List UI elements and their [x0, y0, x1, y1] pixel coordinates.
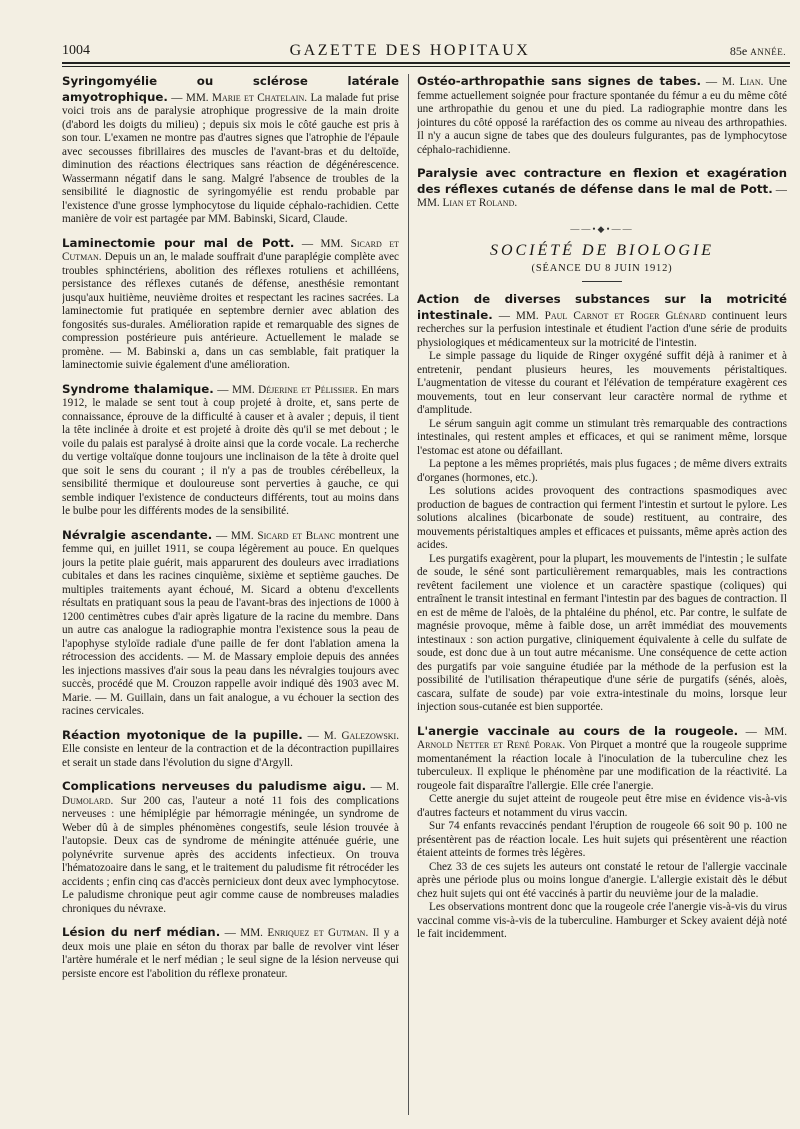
right-column — [417, 74, 787, 1117]
article: Lésion du nerf médian. — MM. Enriquez et Gutman. Il y a deux mois une plaie en séton du thorax par balle de revolver vint léser l'artère humérale et le nerf médian ; le seul signe de la lésion nerveuse qui persiste encore est l'abolition du réflexe pronateur. — [62, 925, 399, 980]
article-authors: M. Galezowski. — [323, 729, 399, 742]
article-paragraph: Von Pirquet a montré que la rougeole supprime momentanément la réaction locale à l'inoculation de la tuberculine chez les tuberculeux. Il explique le phénomène par une modification de la réactivité. La rougeole fait disparaître l'allergie. Elle crée l'anergie. — [417, 739, 787, 792]
article-title: Lésion du nerf médian. — [62, 925, 221, 939]
article-paragraph: Les observations montrent donc que la rougeole crée l'anergie vis-à-vis du virus vaccinal comme vis-à-vis de la tuberculine. Hamburger et Sckey avaient déjà noté le fait incidemment. — [417, 901, 787, 940]
article: L'anergie vaccinale au cours de la rougeole. — MM. Arnold Netter et René Porak. Von Pirquet a montré que la rougeole supprime momentanément la réaction locale à l'inoculation de la tuberculine chez les tuberculeux. Il explique le phénomène par une modification de la réactivité. La rougeole fait disparaître l'allergie. Elle crée l'anergie. Cette anergie du sujet atteint de rougeole peut être mise en évidence vis-à-vis d'autres facteurs et notamment du virus vaccin. Sur 74 enfants revaccinés pendant l'éruption de rougeole 66 soit 90 p. 100 ne présentèrent pas de réaction locale. Les huit sujets qui présentèrent une réaction étaient atteints de formes très légères. Chez 33 de ces sujets les auteurs ont constaté le retour de l'allergie vaccinale après une période plus ou moins longue d'anergie. L'allergie existait dès le début chez huit sujets qui ont été vaccinés à partir du neuvième jour de la maladie. Les observations montrent donc que la rougeole crée l'anergie vis-à-vis du virus vaccinal comme vis-à-vis de la tuberculine. Hamburger et Sckey avaient déjà noté le fait incidemment. — [417, 723, 787, 940]
article: Action de diverses substances sur la motricité intestinale. — MM. Paul Carnot et Roger Glénard continuent leurs recherches sur la perfusion intestinale et étudient l'action d'une série de produits physiologiques et médicamenteux sur la motricité de l'intestin. Le simple passage du liquide de Ringer oxygéné suffit déjà à ranimer et à entretenir, pendant plusieurs heures, les mouvements péristaltiques. L'augmentation de vitesse du courant et l'élévation de température exagèrent ces mouvements, tout en leur conservant leur caractère normal de rythme et d'amplitude. Le sérum sanguin agit comme un stimulant très remarquable des contractions intestinales, qui restent amples et efficaces, et qui se raniment même, lorsque l'estomac est atone ou défaillant. La peptone a les mêmes propriétés, mais plus fugaces ; de même divers extraits d'organes (hormones, etc.). Les solutions acides provoquent des contractions spasmodiques avec production de bagues de contraction qui ferment l'intestin et surtout le pylore. Les solutions alcalines (bicarbonate de soude) restituent, au contraire, des mouvements péristaltiques amples et efficaces et puissants, même après action des acides. Les purgatifs exagèrent, pour la plupart, les mouvements de l'intestin ; le sulfate de soude, le séné sont particulièrement remarquables, mais les contractions revêtent facilement une violence et un caractère spastique (coliques) qui entraînent le transit intestinal en fermant l'intestin par des bagues de contraction. Il en est de même de l'aloès, de la phtaléine du phénol, etc. Par contre, le sulfate de magnésie provoque, même à faible dose, un arrêt immédiat des mouvements intestinaux : son action purgative, cliniquement équivalente à celle du sulfate de soude, est donc due à un tout autre mécanisme. Une conséquence de cette action des purgatifs par voie sanguine étudiée par la méthode de la perfusion est la possibilité de l'utilisation thérapeutique d'une série de purgatifs (sénés, aloès, cascara, sulfate de soude) par voie extra-intestinale du moins, lorsque leur injection sous-cutanée est bien supportée. — [417, 292, 787, 713]
article-paragraph: Le sérum sanguin agit comme un stimulant très remarquable des contractions intestinales, qui restent amples et efficaces, et qui se raniment même, lorsque l'estomac est atone ou défaillant. — [417, 417, 787, 457]
article-paragraph: Chez 33 de ces sujets les auteurs ont constaté le retour de l'allergie vaccinale après une période plus ou moins longue d'anergie. L'allergie existait dès le début chez huit sujets qui ont été vaccinés à partir du neuvième jour de la maladie. — [417, 860, 787, 900]
article-authors: MM. Déjerine et Pélissier. — [231, 383, 358, 396]
article-body: Depuis un an, le malade souffrait d'une paraplégie complète avec troubles sphinctériens, abolition des réflexes rotuliens et achilléens, persistance des réflexes cutanés de défense, anesthésie remontant jusqu'aux huitième, neuvième droites et respectant les racines sacrées. La laminectomie fut pratiquée en septembre dernier avec ablation des fongosités sus-durales. Amélioration rapide et remarquable des signes de compression postérieure puis antérieure. Actuellement le malade se promène. — M. Babinski a, dans un cas semblable, fait pratiquer la laminectomie suivie également d'une amélioration. — [62, 251, 399, 371]
article-paragraph: Cette anergie du sujet atteint de rougeole peut être mise en évidence vis-à-vis d'autres facteurs et notamment du virus vaccin. — [417, 793, 787, 819]
article-body: En mars 1912, le malade se sent tout à coup projeté à droite, et, sans perte de connaissance, éprouve de la difficulté à causer et à avaler ; depuis, il tient la tête inclinée à droite et est projeté à droite dès qu'il se met debout ; le voile du palais est paralysé à droite ainsi que la corde vocale. La recherche du vertige voltaïque donne toujours une inclinaison de la tête à droite quel que soit le sens du courant ; il n'y a pas de troubles cérébelleux, la sensibilité thermique et douloureuse sont perverties à gauche, ce qui semble indiquer l'existence de conducteurs différents, tout au moins dans le bulbe pour les différents modes de la sensibilité. — [62, 383, 399, 517]
article-paragraph: La peptone a les mêmes propriétés, mais plus fugaces ; de même divers extraits d'organes (hormones, etc.). — [417, 458, 787, 484]
article-authors: MM. Enriquez et Gutman. — [240, 927, 369, 939]
article-authors: MM. Lian et Roland. — [417, 197, 518, 209]
page-header — [62, 38, 786, 64]
year-label — [730, 44, 786, 59]
article-title: Complications nerveuses du paludisme aigu. — [62, 779, 367, 793]
article-body: Il y a deux mois une plaie en séton du thorax par balle de revolver vint léser l'artère humérale et le nerf médian ; le seul signe de la lésion nerveuse qui persiste encore est l'abolition du réflexe pronateur. — [62, 927, 399, 980]
year-word: ANNÉE. — [750, 46, 786, 57]
article-authors: MM. Sicard et Blanc — [230, 529, 335, 542]
article: Laminectomie pour mal de Pott. — MM. Sicard et Cutman. Depuis un an, le malade souffrait d'une paraplégie complète avec troubles sphinctériens, abolition des réflexes rotuliens et achilléens, persistance des réflexes cutanés de défense, anesthésie remontant jusqu'aux huitième, neuvième droites et respectant les racines sacrées. La laminectomie fut pratiquée en septembre dernier avec ablation des fongosités sus-durales. Amélioration rapide et remarquable des signes de compression postérieure puis antérieure. Actuellement le malade se promène. — M. Babinski a, dans un cas semblable, fait pratiquer la laminectomie suivie également d'une amélioration. — [62, 235, 399, 371]
article-authors: M. Dumolard. — [62, 781, 399, 807]
article-title: Laminectomie pour mal de Pott. — [62, 235, 295, 250]
society-title: SOCIÉTÉ DE BIOLOGIE — [489, 242, 715, 259]
year-number: 85e — [729, 43, 748, 58]
article-body: montrent une femme qui, en juillet 1911, se coupa légèrement au pouce. En quelques jours la petite plaie guérit, mais apparurent des douleurs avec irradiations cubitales et dans les racines cinquième, sixième et septième gauches. De multiples traitements ayant échoué, M. Sicard a obtenu d'excellents résultats en pratiquant sous la peau de l'avant-bras des injections de 1000 à 1200 centimètres cubes d'air après ligature de la racine du membre. Dans un autre cas analogue la radiographie montra l'existence sous la peau de l'apophyse styloïde radiale d'une paille de fer dont l'ablation amena la rétrocession des accidents. — M. de Massary emploie depuis des années les injections massives d'air sous la peau dans les névralgies toujours avec succès, procédé que M. Crouzon rappelle avoir indiqué dès 1903 avec M. Marie. — M. Guillain, dans un fait analogue, a vu échouer la section des racines cervicales. — [62, 529, 399, 717]
journal-title: GAZETTE DES HOPITAUX — [289, 42, 531, 59]
article-authors: M. Lian. — [722, 76, 764, 88]
article-title: Syringomyélie ou sclérose latérale amyotrophique. — [62, 74, 399, 104]
article-authors: MM. Sicard et Cutman. — [62, 237, 399, 263]
ornament-divider: ——•◆•—— — [570, 223, 634, 234]
header-rule-thick — [62, 62, 790, 64]
article-paragraph: Les purgatifs exagèrent, pour la plupart, les mouvements de l'intestin ; le sulfate de soude, le séné sont particulièrement remarquables, mais les contractions revêtent facilement une violence et un caractère spastique (coliques) qui entraînent le transit intestinal en fermant l'intestin par des bagues de contraction. Il en est de même de l'aloès, de la phtaléine du phénol, etc. Par contre, le sulfate de magnésie provoque, même à faible dose, un arrêt immédiat des mouvements intestinaux : son action purgative, cliniquement équivalente à celle du sulfate de soude, est donc due à un tout autre mécanisme. Une conséquence de cette action des purgatifs par voie sanguine étudiée par la méthode de la perfusion est la possibilité de l'utilisation thérapeutique d'une série de purgatifs (sénés, aloès, cascara, sulfate de soude) par voie extra-intestinale du moins, lorsque leur injection sous-cutanée est bien supportée. — [417, 552, 787, 713]
article-body: La malade fut prise voici trois ans de paralysie atrophique progressive de la main droite (d'abord les doigts du milieu) ; depuis six mois le côté gauche est pris à son tour. L'examen ne montre pas d'autres signes que l'atrophie de l'épaule avec secousses fibrillaires des muscles de l'avant-bras et du deltoïde, diminution des réactions électriques sans réaction de dégénérescence. Wassermann négatif dans le sang. Malgré l'absence de troubles de la sensibilité le diagnostic de syringomyélie est rendu probable par l'existence d'une grosse lymphocytose du liquide céphalo-rachidien. Cette manière de voir est partagée par MM. Babinski, Sicard, Claude. — [62, 91, 399, 225]
article-authors: MM. Arnold Netter et René Porak. — [417, 725, 787, 751]
article-title: Paralysie avec contracture en flexion et exagération des réflexes cutanés de défense dans le mal de Pott. — [417, 166, 787, 196]
article-title: L'anergie vaccinale au cours de la rougeole. — [417, 723, 739, 738]
article-title: Névralgie ascendante. — [62, 527, 213, 542]
article: Réaction myotonique de la pupille. — M. Galezowski. Elle consiste en lenteur de la contraction et de la décontraction pupillaires et serait un stade dans l'évolution du signe d'Argyll. — [62, 727, 399, 769]
article-paragraph: Sur 74 enfants revaccinés pendant l'éruption de rougeole 66 soit 90 p. 100 ne présentèrent pas de réaction locale. Les huit sujets qui présentèrent une réaction étaient atteints de formes très légères. — [417, 820, 787, 859]
article-authors: MM. Marie et Chatelain. — [185, 91, 308, 104]
article-body: Sur 200 cas, l'auteur a noté 11 fois des complications nerveuses : une hémiplégie par hémorragie méningée, un syndrome de Weber dû à de simples phénomènes congestifs, seule lésion trouvée à l'autopsie. Deux cas de syndrome de méningite atténuée guérie, une polynévrite survenue après des accidents infectieux. On trouva l'hématozoaire dans le sang, et le traitement du paludisme fit rétrocéder les accidents ; enfin cinq cas d'accès pernicieux dont deux avec lymphocytose. Le paludisme chronique peut agir comme cause de nombreuses maladies chroniques du névraxe. — [62, 794, 399, 915]
article-paragraph: Les solutions acides provoquent des contractions spasmodiques avec production de bagues de contraction qui ferment l'intestin et surtout le pylore. Les solutions alcalines (bicarbonate de soude) restituent, au contraire, des mouvements péristaltiques amples et efficaces et puissants, même après action des acides. — [417, 485, 787, 551]
society-section-header — [417, 223, 787, 283]
article: Syringomyélie ou sclérose latérale amyotrophique. — MM. Marie et Chatelain. La malade fut prise voici trois ans de paralysie atrophique progressive de la main droite (d'abord les doigts du milieu) ; depuis six mois le côté gauche est pris à son tour. L'examen ne montre pas d'autres signes que l'atrophie de l'épaule avec secousses fibrillaires des muscles de l'avant-bras et du deltoïde, diminution des réactions électriques sans réaction de dégénérescence. Wassermann négatif dans le sang. Malgré l'absence de troubles de la sensibilité le diagnostic de syringomyélie est rendu probable par l'existence d'une grosse lymphocytose du liquide céphalo-rachidien. Cette manière de voir est partagée par MM. Babinski, Sicard, Claude. — [62, 74, 399, 225]
article: Ostéo-arthropathie sans signes de tabes. — M. Lian. Une femme actuellement soignée pour fracture spontanée du fémur a eu du même côté une arthropathie du genou et une du pied. La radiographie montre dans les jointures du côté opposé la raréfaction des os comme au niveau des arthropathies. Il n'y a aucun signe de tabes que des douleurs fulgurantes, pas de lymphocytose céphalo-rachidienne. — [417, 74, 787, 156]
article: Complications nerveuses du paludisme aigu. — M. Dumolard. Sur 200 cas, l'auteur a noté 11 fois des complications nerveuses : une hémiplégie par hémorragie méningée, un syndrome de Weber dû à de simples phénomènes congestifs, seule lésion trouvée à l'autopsie. Deux cas de syndrome de méningite atténuée guérie, une polynévrite survenue après des accidents infectieux. On trouva l'hématozoaire dans le sang, et le traitement du paludisme fit rétrocéder les accidents ; enfin cinq cas d'accès pernicieux dont deux avec lymphocytose. Le paludisme chronique peut agir comme cause de nombreuses maladies chroniques du névraxe. — [62, 779, 399, 915]
header-rule-thin — [62, 66, 790, 67]
article-title: Ostéo-arthropathie sans signes de tabes. — [417, 74, 702, 88]
article: Névralgie ascendante. — MM. Sicard et Blanc montrent une femme qui, en juillet 1911, se coupa légèrement au pouce. En quelques jours la petite plaie guérit, mais apparurent des douleurs avec irradiations cubitales et dans les racines cinquième, sixième et septième gauches. De multiples traitements ayant échoué, M. Sicard a obtenu d'excellents résultats en pratiquant sous la peau de l'avant-bras des injections de 1000 à 1200 centimètres cubes d'air après ligature de la racine du membre. Dans un autre cas analogue la radiographie montra l'existence sous la peau de l'apophyse styloïde radiale d'une paille de fer dont l'ablation amena la rétrocession des accidents. — M. de Massary emploie depuis des années les injections massives d'air sous la peau dans les névralgies toujours avec succès, procédé que M. Crouzon rappelle avoir indiqué dès 1903 avec M. Marie. — M. Guillain, dans un fait analogue, a vu échouer la section des racines cervicales. — [62, 527, 399, 717]
article-paragraph: Le simple passage du liquide de Ringer oxygéné suffit déjà à ranimer et à entretenir, pendant plusieurs heures, les mouvements péristaltiques. L'augmentation de vitesse du courant et l'élévation de température exagèrent ces mouvements, tout en leur conservant leur caractère normal de rythme et d'amplitude. — [417, 350, 787, 416]
article-title: Réaction myotonique de la pupille. — [62, 727, 303, 742]
section-rule — [582, 281, 622, 282]
page-number: 1004 — [62, 43, 90, 58]
article-title: Action de diverses substances sur la motricité intestinale. — [417, 292, 787, 322]
session-date: (SÉANCE DU 8 JUIN 1912) — [531, 262, 673, 274]
article-body: Une femme actuellement soignée pour fracture spontanée du fémur a eu du même côté une arthropathie du genou et une du pied. La radiographie montre dans les jointures du côté opposé la raréfaction des os comme au niveau des arthropathies. Il n'y a aucun signe de tabes que des douleurs fulgurantes, pas de lymphocytose céphalo-rachidienne. — [417, 76, 787, 156]
article-paragraph: continuent leurs recherches sur la perfusion intestinale et étudient l'action d'une série de produits physiologiques et médicamenteux sur la motricité de l'intestin. — [417, 309, 787, 349]
article-title: Syndrome thalamique. — [62, 381, 214, 396]
left-column — [62, 74, 399, 1117]
article-authors: MM. Paul Carnot et Roger Glénard — [515, 309, 706, 322]
article: Syndrome thalamique. — MM. Déjerine et Pélissier. En mars 1912, le malade se sent tout à coup projeté à droite, et, sans perte de connaissance, éprouve de la difficulté à causer et à avaler ; depuis, il tient la tête inclinée à droite et est projeté à droite dès qu'il se met debout ; le voile du palais est paralysé à droite ainsi que la corde vocale. La recherche du vertige voltaïque donne toujours une inclinaison de la tête à droite quel que soit le sens du courant ; il n'y a pas de troubles cérébelleux, la sensibilité thermique et douloureuse sont perverties à gauche, ce qui semble indiquer l'existence de conducteurs différents, tout au moins dans le bulbe pour les différents modes de la sensibilité. — [62, 381, 399, 517]
article-body: Elle consiste en lenteur de la contraction et de la décontraction pupillaires et serait un stade dans l'évolution du signe d'Argyll. — [62, 743, 399, 769]
article: Paralysie avec contracture en flexion et exagération des réflexes cutanés de défense dans le mal de Pott. — MM. Lian et Roland. — [417, 166, 787, 209]
column-separator — [408, 74, 409, 1115]
